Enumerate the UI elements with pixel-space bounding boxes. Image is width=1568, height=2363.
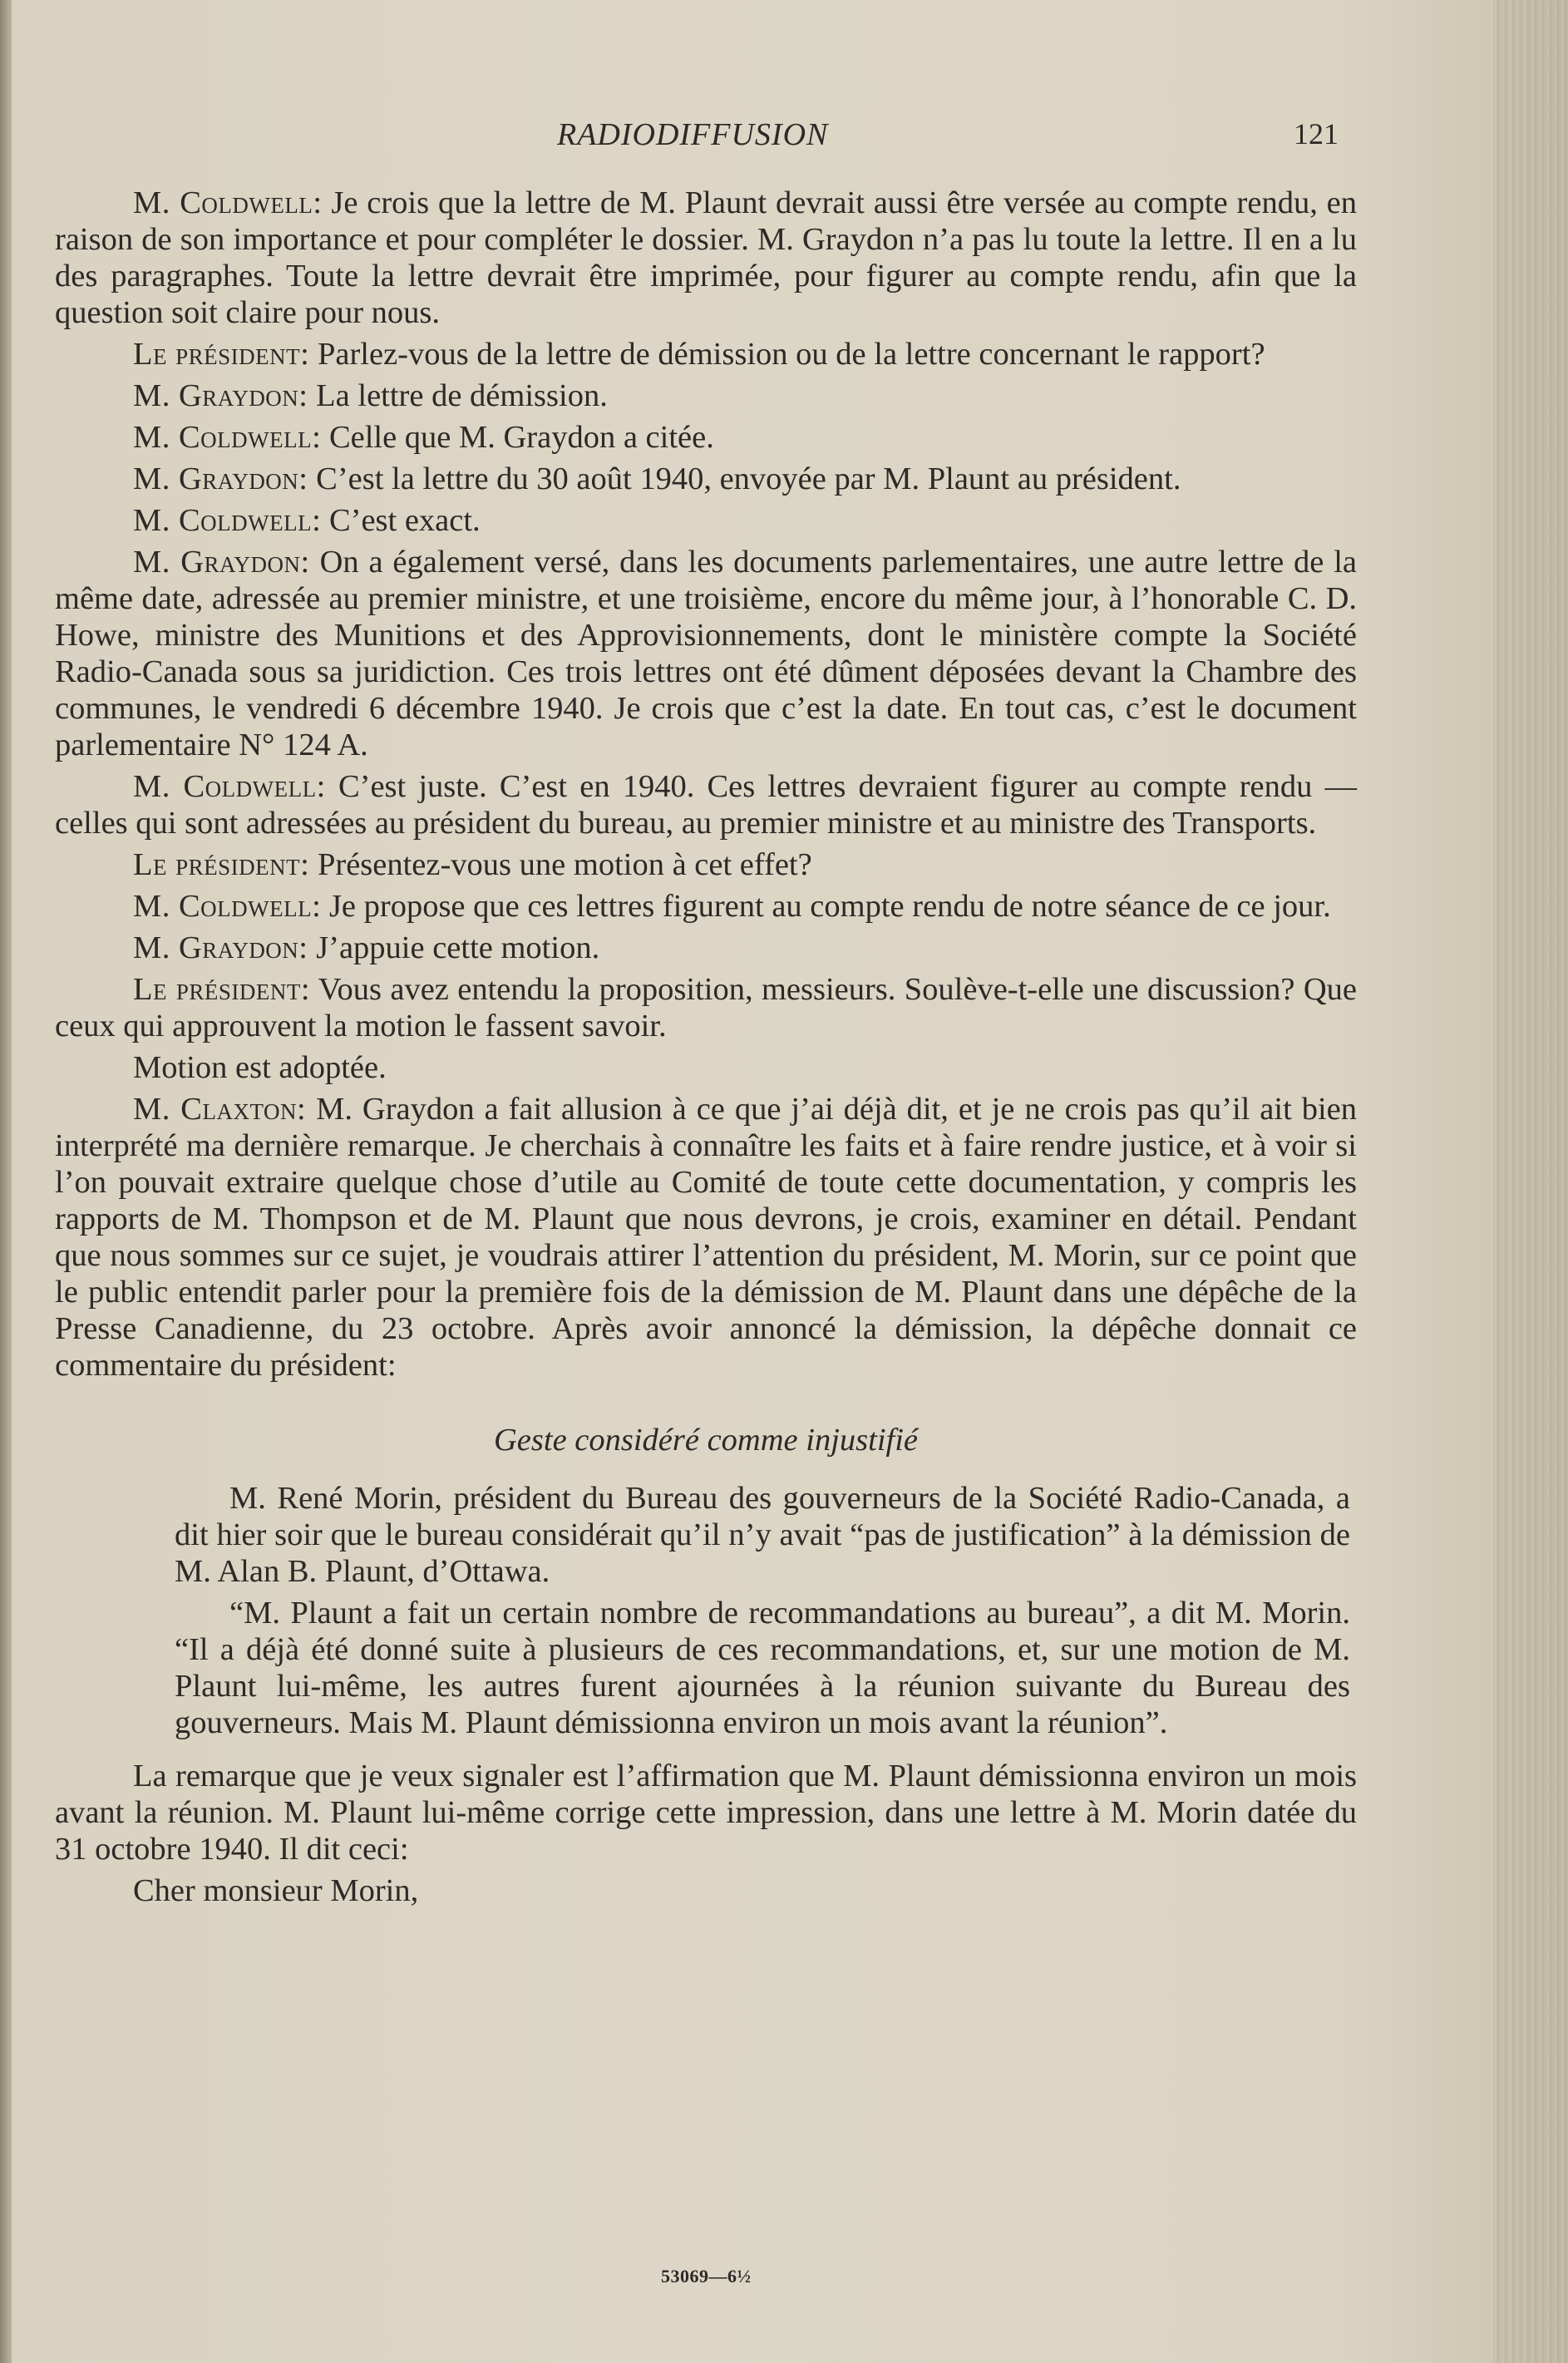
paragraph-text: Celle que M. Graydon a citée. xyxy=(321,420,714,455)
paragraph-text: M. Graydon a fait allusion à ce que j’ai déjà dit, et je ne crois pas qu’il ait bien interprété ma dernière remarque. Je cherchais à connaître les faits et à faire rendre justice, et à voir si l’on pouvait extraire quelque chose d’utile au Comité de toute cette documentation, y compris les rapports de M. Thompson et de M. Plaunt que nous devrons, je crois, examiner en détail. Pendant que nous sommes sur ce sujet, je voudrais attirer l’attention du président, M. Morin, sur ce point que le public entendit parler pour la première fois de la démission de M. Plaunt dans une dépêche de la Presse Canadienne, du 23 octobre. Après avoir annoncé la démission, la dépêche donnait ce commentaire du président: xyxy=(55,1092,1357,1383)
paragraph-9 xyxy=(55,846,1357,883)
speaker: M. Graydon: xyxy=(133,378,308,413)
speaker: M. Graydon: xyxy=(133,930,308,965)
paragraph-text: C’est la lettre du 30 août 1940, envoyée par M. Plaunt au président. xyxy=(308,461,1181,496)
speaker: M. Claxton: xyxy=(133,1092,307,1127)
page-body xyxy=(55,185,1357,1909)
paragraph-text: Je crois que la lettre de M. Plaunt devrait aussi être versée au compte rendu, en raison de son importance et pour compléter le dossier. M. Graydon n’a pas lu toute la lettre. Il en a lu des paragraphes. Toute la lettre devrait être imprimée, pour figurer au compte rendu, afin que la question soit claire pour nous. xyxy=(55,185,1358,330)
paragraph-8 xyxy=(55,768,1357,841)
speaker: M. Coldwell: xyxy=(133,420,322,455)
speaker: M. Coldwell: xyxy=(133,503,322,538)
printer-signature-code: 53069—6½ xyxy=(661,2266,752,2287)
paragraph-text: La lettre de démission. xyxy=(308,378,608,413)
paragraph-text: C’est exact. xyxy=(321,503,481,538)
speaker: M. Graydon: xyxy=(133,461,308,496)
paragraph-text: Motion est adoptée. xyxy=(133,1050,387,1085)
paragraph-12 xyxy=(55,971,1357,1044)
paragraph-text: Je propose que ces lettres figurent au compte rendu de notre séance de ce jour. xyxy=(321,889,1331,924)
quote-heading: Geste considéré comme injustifié xyxy=(494,1423,918,1458)
speaker: Le président: xyxy=(133,847,310,882)
paragraph-3 xyxy=(55,377,1357,414)
paragraph-text: C’est juste. C’est en 1940. Ces lettres devraient figurer au compte rendu — celles qui sont adressées au président du bureau, au premier ministre et au ministre des Transports. xyxy=(55,769,1358,841)
paragraph-text: On a également versé, dans les documents parlementaires, une autre lettre de la même date, adressée au premier ministre, et une troisième, encore du même jour, à l’honorable C. D. Howe, ministre des Munitions et des Approvisionnements, dont le ministère compte la Société Radio-Canada sous sa juridiction. Ces trois lettres ont été dûment déposées devant la Chambre des communes, le vendredi 6 décembre 1940. Je crois que c’est la date. En tout cas, c’est le document parlementaire N° 124 A. xyxy=(55,545,1357,762)
paragraph-text: Parlez-vous de la lettre de démission ou de la lettre concernant le rapport? xyxy=(309,337,1265,372)
closing-paragraph: La remarque que je veux signaler est l’affirmation que M. Plaunt démissionna environ un mois avant la réunion. M. Plaunt lui-même corrige cette impression, dans une lettre à M. Morin datée du 31 octobre 1940. Il dit ceci: xyxy=(55,1759,1357,1867)
speaker: Le président: xyxy=(133,972,311,1007)
paragraph-11 xyxy=(55,930,1357,966)
paragraph-7 xyxy=(55,544,1357,763)
paragraph-1 xyxy=(55,185,1357,331)
quote-paragraph-1: M. René Morin, président du Bureau des gouverneurs de la Société Radio-Canada, a dit hier soir que le bureau considérait qu’il n’y avait “pas de justification” à la démission de M. Alan B. Plaunt, d’Ottawa. xyxy=(175,1481,1350,1589)
page-gutter-shadow xyxy=(0,0,12,2363)
paragraph-14 xyxy=(55,1091,1357,1384)
letter-salutation: Cher monsieur Morin, xyxy=(133,1873,419,1908)
paragraph-6 xyxy=(55,502,1357,539)
paragraph-text: Présentez-vous une motion à cet effet? xyxy=(309,847,812,882)
paragraph-4 xyxy=(55,419,1357,456)
page-header xyxy=(0,116,1568,166)
press-quote xyxy=(55,1480,1357,1741)
speaker: M. Coldwell: xyxy=(133,185,323,220)
paragraph-5 xyxy=(55,461,1357,497)
paragraph-text: Vous avez entendu la proposition, messieurs. Soulève-t-elle une discussion? Que ceux qui approuvent la motion le fassent savoir. xyxy=(55,972,1357,1043)
running-title: RADIODIFFUSION xyxy=(557,117,829,152)
paragraph-2 xyxy=(55,336,1357,372)
speaker: Le président: xyxy=(133,337,310,372)
paragraph-13 xyxy=(55,1049,1357,1086)
page-number: 121 xyxy=(1294,117,1339,150)
paragraph-10 xyxy=(55,888,1357,925)
page-edge-texture xyxy=(1493,0,1568,2363)
speaker: M. Coldwell: xyxy=(133,889,322,924)
speaker: M. Coldwell: xyxy=(133,769,326,804)
quote-paragraph-2: “M. Plaunt a fait un certain nombre de recommandations au bureau”, a dit M. Morin. “Il a déjà été donné suite à plusieurs de ces recommandations, et, sur une motion de M. Plaunt lui-même, les autres furent ajournées à la réunion suivante du Bureau des gouverneurs. Mais M. Plaunt démissionna environ un mois avant la réunion”. xyxy=(175,1596,1350,1740)
speaker: M. Graydon: xyxy=(133,545,310,580)
paragraph-text: J’appuie cette motion. xyxy=(308,930,600,965)
